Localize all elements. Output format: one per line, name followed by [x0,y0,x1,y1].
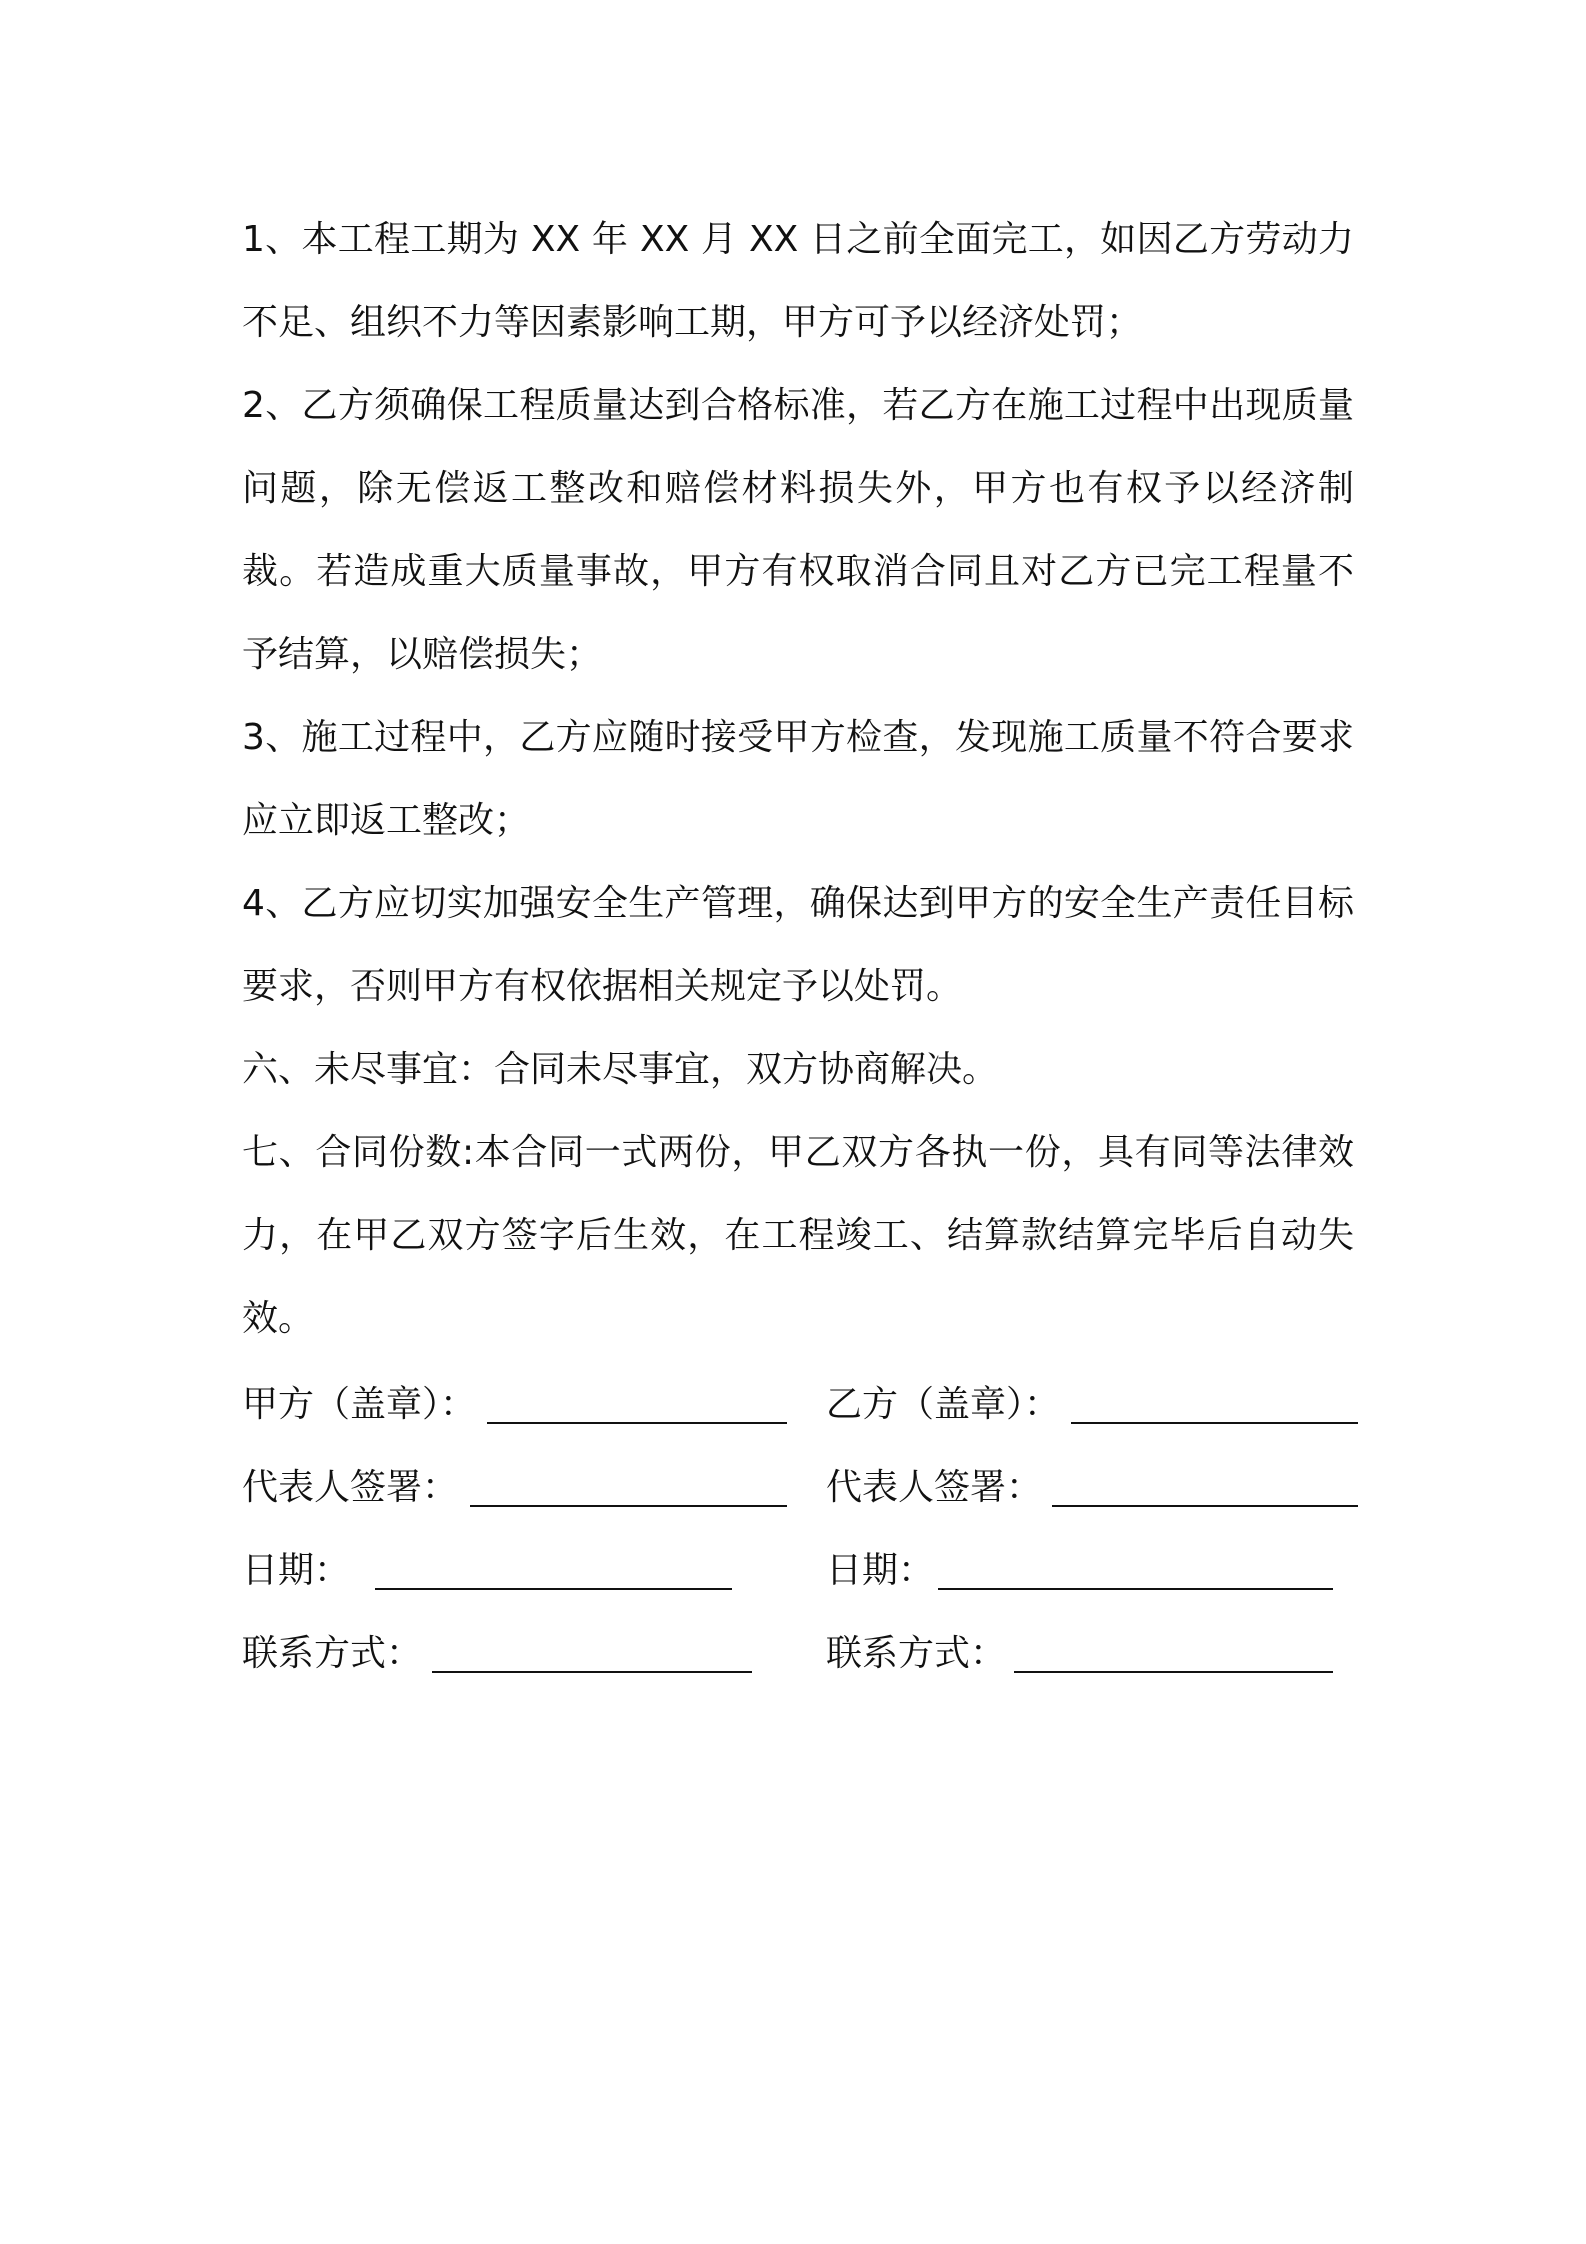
clause-2-quality: 2、乙方须确保工程质量达到合格标准，若乙方在施工过程中出现质量问题，除无偿返工整改和赔偿材料损失外，甲方也有权予以经济制裁。若造成重大质量事故，甲方有权取消合同且对乙方已完工程量不予结算，以赔偿损失； [242,385,1354,675]
party-b-seal-label: 乙方（盖章）： [826,1384,1061,1425]
party-b-contact-label: 联系方式： [826,1633,1007,1674]
clause-3-inspection: 3、施工过程中，乙方应随时接受甲方检查，发现施工质量不符合要求应立即返工整改； [242,717,1354,841]
party-b-representative-label: 代表人签署： [826,1467,1043,1508]
signature-row-contact [0,1625,1586,1685]
party-a-contact-line[interactable] [432,1671,752,1673]
party-a-representative-label: 代表人签署： [242,1467,459,1508]
clause-4-safety: 4、乙方应切实加强安全生产管理，确保达到甲方的安全生产责任目标要求，否则甲方有权依据相关规定予以处罚。 [242,883,1354,1007]
party-a-contact-label: 联系方式： [242,1633,423,1674]
party-b-representative-line[interactable] [1052,1505,1358,1507]
signature-row-representative [0,1459,1586,1519]
party-b-date-line[interactable] [938,1588,1333,1590]
section-6-outstanding-matters: 六、未尽事宜：合同未尽事宜，双方协商解决。 [242,1049,999,1090]
party-a-date-label: 日期： [242,1550,351,1591]
section-7-copies: 七、合同份数:本合同一式两份，甲乙双方各执一份，具有同等法律效力，在甲乙双方签字后生效，在工程竣工、结算款结算完毕后自动失效。 [242,1132,1354,1339]
signature-row-seal [0,1376,1586,1436]
signature-row-date [0,1542,1586,1602]
party-a-seal-label: 甲方（盖章）： [242,1384,477,1425]
contract-body [242,198,1354,1360]
party-a-date-line[interactable] [375,1588,732,1590]
party-b-contact-line[interactable] [1014,1671,1333,1673]
clause-1-schedule: 1、本工程工期为 XX 年 XX 月 XX 日之前全面完工，如因乙方劳动力不足、组织不力等因素影响工期，甲方可予以经济处罚； [242,219,1354,343]
party-b-date-label: 日期： [826,1550,935,1591]
party-b-seal-line[interactable] [1071,1422,1358,1424]
party-a-representative-line[interactable] [470,1505,787,1507]
party-a-seal-line[interactable] [487,1422,787,1424]
